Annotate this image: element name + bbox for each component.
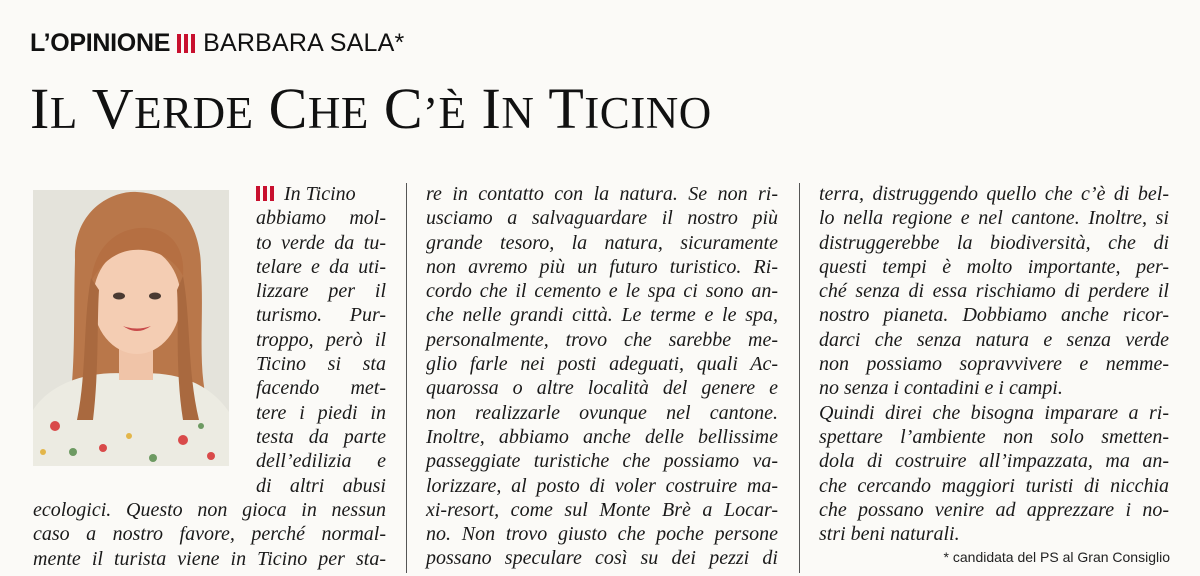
text-line: ecologici. Questo non gioca in nessun <box>33 499 386 521</box>
text-line: non realizzarle ovunque nel cantone. <box>426 401 778 424</box>
text-line: testa da parte <box>256 425 386 448</box>
text-line: no senza i contadini e i campi. <box>819 377 1063 400</box>
text-line: grande tesoro, la natura, sicuramente <box>426 231 778 254</box>
text-line: spettare l’ambiente non solo smetten- <box>819 425 1169 448</box>
headline-word: IL <box>30 76 78 141</box>
text-line: possano speculare così su dei pezzi di <box>426 547 778 570</box>
text-line: troppo, però il <box>256 328 386 351</box>
headline-word: TICINO <box>548 76 712 141</box>
text-line: telare e da uti- <box>256 255 386 278</box>
text-line: Quindi direi che bisogna imparare a ri- <box>819 401 1169 424</box>
author-footnote: * candidata del PS al Gran Consiglio <box>943 549 1170 565</box>
text-line: darci che senza natura e senza verde <box>819 328 1169 351</box>
text-line: non possiamo sopravvivere e nemme- <box>819 353 1169 376</box>
text-line: glio farle nei posti adeguati, quali Ac- <box>426 353 778 376</box>
text-line: dell’edilizia e <box>256 450 386 473</box>
text-line: abbiamo mol- <box>256 207 386 230</box>
text-line: passeggiate turistiche che possiamo va- <box>426 450 778 473</box>
text-line: che cercando maggiori turisti di nicchia <box>819 474 1169 497</box>
section-kicker: L’OPINIONE <box>30 28 171 57</box>
text-line: di altri abusi <box>256 474 386 497</box>
text-line: lorizzare, al posto di voler costruire ma- <box>426 474 778 497</box>
text-line: lo nella regione e nel cantone. Inoltre, si <box>819 207 1169 230</box>
text-line: che possano venire ad apprezzare i no- <box>819 498 1169 521</box>
text-line: facendo met- <box>256 377 386 400</box>
text-line: quarossa o altre località del genere e <box>426 377 778 400</box>
text-line: xi-resort, come sul Monte Brè a Locar- <box>426 498 778 521</box>
author-byline: BARBARA SALA* <box>203 28 405 57</box>
article-header <box>30 26 404 60</box>
text-line: nostro pianeta. Dobbiamo anche ricor- <box>819 304 1169 327</box>
headline-word: IN <box>481 76 535 141</box>
text-line: no. Non trovo giusto che poche persone <box>426 523 778 546</box>
text-line: tere i piedi in <box>256 401 386 424</box>
red-bars-icon <box>256 186 274 201</box>
text-line: re in contatto con la natura. Se non ri- <box>426 183 778 205</box>
text-line: turismo. Pur- <box>256 304 386 327</box>
column-divider <box>406 183 407 573</box>
headline-word: C’È <box>383 76 467 141</box>
headline-word: VERDE <box>91 76 254 141</box>
text-line: In Ticino <box>256 182 386 206</box>
text-line: questi tempi è molto importante, per- <box>819 255 1169 278</box>
column-divider <box>799 183 800 573</box>
text-line: lizzare per il <box>256 280 386 303</box>
author-photo <box>33 190 229 466</box>
text-line: stri beni naturali. <box>819 523 960 546</box>
article-column-3 <box>819 182 1169 546</box>
text-line: personalmente, trovo che sarebbe me- <box>426 328 778 351</box>
text-line: non avremo più un futuro turistico. Ri- <box>426 255 778 278</box>
text-line: distruggerebbe la biodiversità, che di <box>819 231 1169 254</box>
text-line: cordo che il cemento e le spa ci sono an- <box>426 280 778 303</box>
text-line: ché senza di essa rischiamo di perdere il <box>819 280 1169 303</box>
headline <box>30 74 712 148</box>
text-line: to verde da tu- <box>256 231 386 254</box>
red-bars-icon <box>177 34 195 53</box>
text-line: terra, distruggendo quello che c’è di bel- <box>819 183 1169 205</box>
text-line: Ticino si sta <box>256 353 386 376</box>
headline-word: CHE <box>268 76 369 141</box>
text-line: Inoltre, abbiamo anche delle bellissime <box>426 425 778 448</box>
text-line: usciamo a salvaguardare il nostro più <box>426 207 778 230</box>
text-line: caso a nostro favore, perché normal- <box>33 523 386 546</box>
text-line: mente il turista viene in Ticino per sta- <box>33 547 386 570</box>
article-column-2 <box>426 182 778 571</box>
text-line: che nelle grandi città. Le terme e le spa, <box>426 304 778 327</box>
text-line: dola di costruire all’impazzata, ma an- <box>819 450 1169 473</box>
